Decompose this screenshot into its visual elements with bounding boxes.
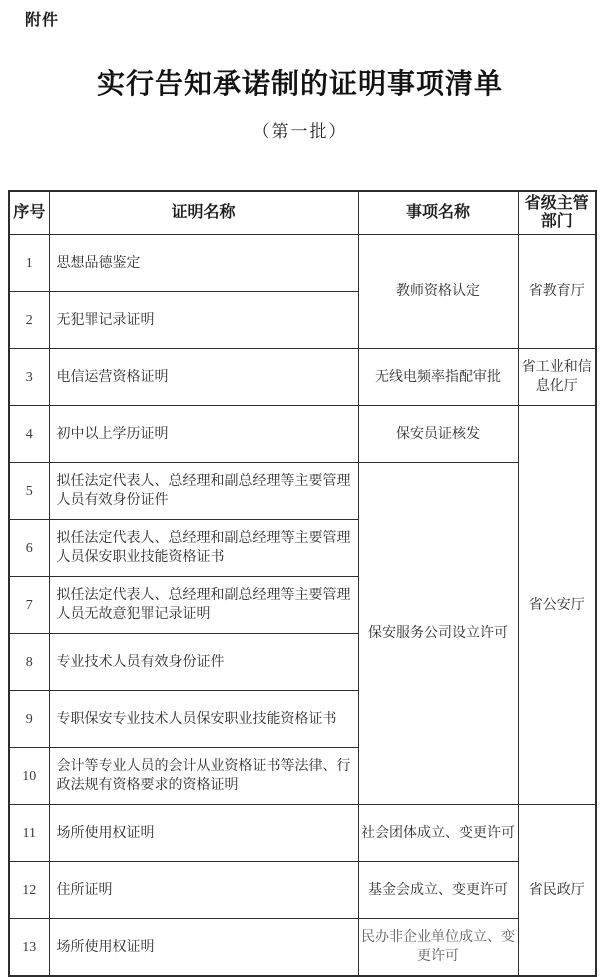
row-serial-no: 10 (9, 748, 49, 805)
col-header-serial-no: 序号 (9, 191, 49, 235)
page-title: 实行告知承诺制的证明事项清单 (96, 69, 503, 100)
table-row (9, 349, 596, 406)
cert-name-cell: 拟任法定代表人、总经理和副总经理等主要管理人员有效身份证件 (49, 463, 358, 520)
header-row (9, 191, 596, 235)
table-row (9, 805, 596, 862)
cert-name-cell: 专业技术人员有效身份证件 (49, 634, 358, 691)
cert-name-cell: 拟任法定代表人、总经理和副总经理等主要管理人员无故意犯罪记录证明 (49, 577, 358, 634)
department-cell: 省民政厅 (518, 805, 596, 977)
row-serial-no: 6 (9, 520, 49, 577)
cert-name-cell: 场所使用权证明 (49, 919, 358, 977)
item-name-cell: 基金会成立、变更许可 (358, 862, 518, 919)
page-subtitle: （第一批） (252, 121, 348, 141)
cert-name-cell: 无犯罪记录证明 (49, 292, 358, 349)
table-header (9, 191, 596, 235)
cert-name-cell: 场所使用权证明 (49, 805, 358, 862)
item-name-cell: 无线电频率指配审批 (358, 349, 518, 406)
item-name-cell: 教师资格认定 (358, 235, 518, 349)
row-serial-no: 9 (9, 691, 49, 748)
row-serial-no: 5 (9, 463, 49, 520)
item-name-cell: 保安服务公司设立许可 (358, 463, 518, 805)
item-name-cell: 社会团体成立、变更许可 (358, 805, 518, 862)
row-serial-no: 1 (9, 235, 49, 292)
table-row (9, 919, 596, 977)
row-serial-no: 3 (9, 349, 49, 406)
cert-name-cell: 思想品德鉴定 (49, 235, 358, 292)
table-row (9, 406, 596, 463)
row-serial-no: 7 (9, 577, 49, 634)
table-row (9, 463, 596, 520)
row-serial-no: 12 (9, 862, 49, 919)
cert-list-table (8, 190, 597, 977)
col-header-cert-name: 证明名称 (49, 191, 358, 235)
cert-name-cell: 会计等专业人员的会计从业资格证书等法律、行政法规有资格要求的资格证明 (49, 748, 358, 805)
department-cell: 省工业和信息化厅 (518, 349, 596, 406)
cert-name-cell: 专职保安专业技术人员保安职业技能资格证书 (49, 691, 358, 748)
row-serial-no: 4 (9, 406, 49, 463)
department-cell: 省公安厅 (518, 406, 596, 805)
table-row (9, 235, 596, 292)
row-serial-no: 8 (9, 634, 49, 691)
cert-name-cell: 住所证明 (49, 862, 358, 919)
item-name-cell: 保安员证核发 (358, 406, 518, 463)
row-serial-no: 11 (9, 805, 49, 862)
department-cell: 省教育厅 (518, 235, 596, 349)
cert-name-cell: 初中以上学历证明 (49, 406, 358, 463)
table-body (9, 235, 596, 977)
col-header-item-name: 事项名称 (358, 191, 518, 235)
row-serial-no: 13 (9, 919, 49, 977)
item-name-cell: 民办非企业单位成立、变更许可 (358, 919, 518, 977)
cert-name-cell: 拟任法定代表人、总经理和副总经理等主要管理人员保安职业技能资格证书 (49, 520, 358, 577)
attachment-label: 附件 (25, 12, 60, 29)
table-row (9, 862, 596, 919)
cert-name-cell: 电信运营资格证明 (49, 349, 358, 406)
col-header-department: 省级主管部门 (518, 191, 596, 235)
row-serial-no: 2 (9, 292, 49, 349)
